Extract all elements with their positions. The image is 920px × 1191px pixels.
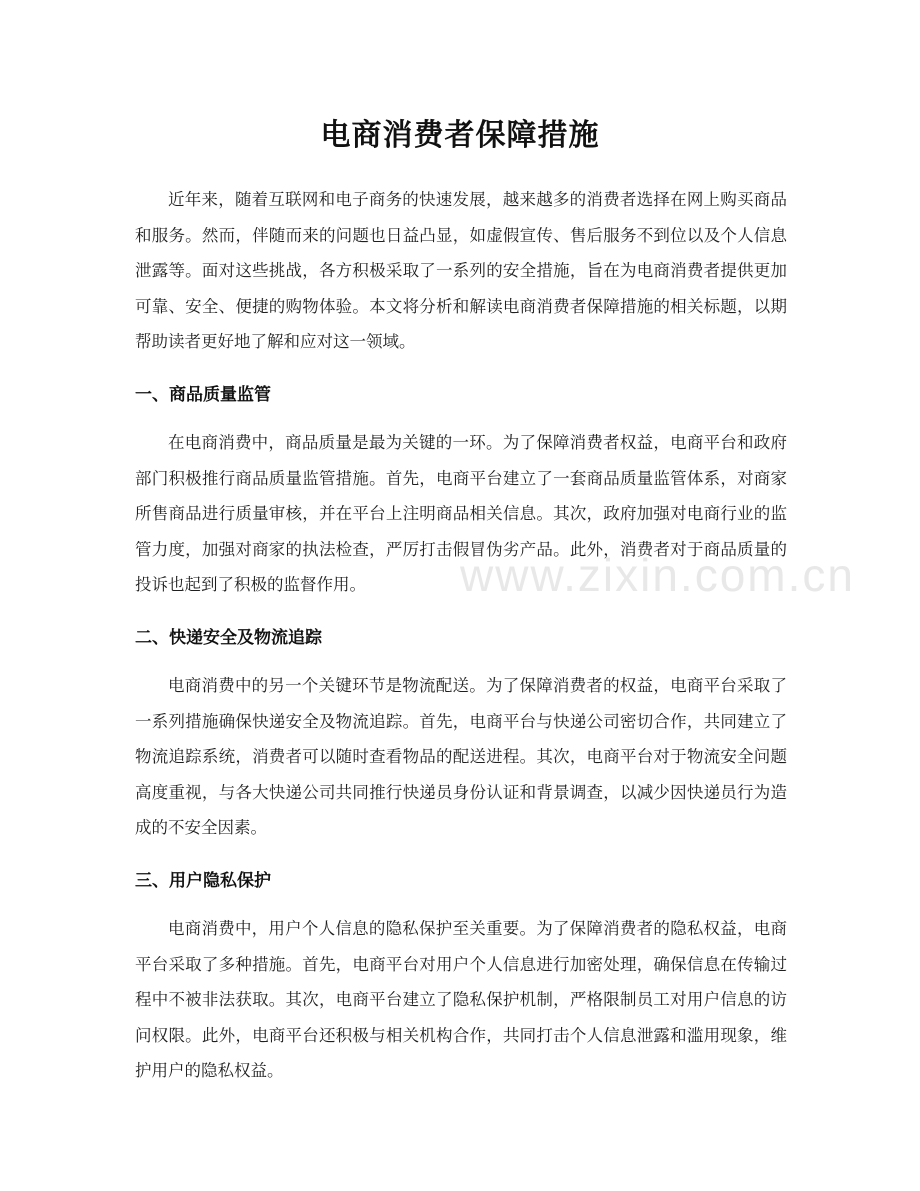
document-title: 电商消费者保障措施 xyxy=(320,118,600,153)
section-heading-privacy: 三、用户隐私保护 xyxy=(135,871,271,891)
section-body-logistics: 电商消费中的另一个关键环节是物流配送。为了保障消费者的权益，电商平台采取了一系列措施确保快递安全及物流追踪。首先，电商平台与快递公司密切合作，共同建立了物流追踪系统，消费者可以随时查看物品的配送进程。其次，电商平台对于物流安全问题高度重视，与各大快递公司共同推行快递员身份认证和背景调查，以减少因快递员行为造成的不安全因素。 xyxy=(135,676,787,837)
section-heading-logistics: 二、快递安全及物流追踪 xyxy=(135,628,322,648)
section-body-privacy: 电商消费中，用户个人信息的隐私保护至关重要。为了保障消费者的隐私权益，电商平台采取了多种措施。首先，电商平台对用户个人信息进行加密处理，确保信息在传输过程中不被非法获取。其次，电商平台建立了隐私保护机制，严格限制员工对用户信息的访问权限。此外，电商平台还积极与相关机构合作，共同打击个人信息泄露和滥用现象，维护用户的隐私权益。 xyxy=(135,919,787,1080)
section-heading-quality: 一、商品质量监管 xyxy=(135,385,271,405)
watermark: www.zixin.com.cn xyxy=(460,549,855,601)
intro-paragraph: 近年来，随着互联网和电子商务的快速发展，越来越多的消费者选择在网上购买商品和服务。然而，伴随而来的问题也日益凸显，如虚假宣传、售后服务不到位以及个人信息泄露等。面对这些挑战，各方积极采取了一系列的安全措施，旨在为电商消费者提供更加可靠、安全、便捷的购物体验。本文将分析和解读电商消费者保障措施的相关标题，以期帮助读者更好地了解和应对这一领域。 xyxy=(135,190,787,351)
section-body-quality: 在电商消费中，商品质量是最为关键的一环。为了保障消费者权益，电商平台和政府部门积极推行商品质量监管措施。首先，电商平台建立了一套商品质量监管体系，对商家所售商品进行质量审核，并在平台上注明商品相关信息。其次，政府加强对电商行业的监管力度，加强对商家的执法检查，严厉打击假冒伪劣产品。此外，消费者对于商品质量的投诉也起到了积极的监督作用。 xyxy=(135,433,787,594)
